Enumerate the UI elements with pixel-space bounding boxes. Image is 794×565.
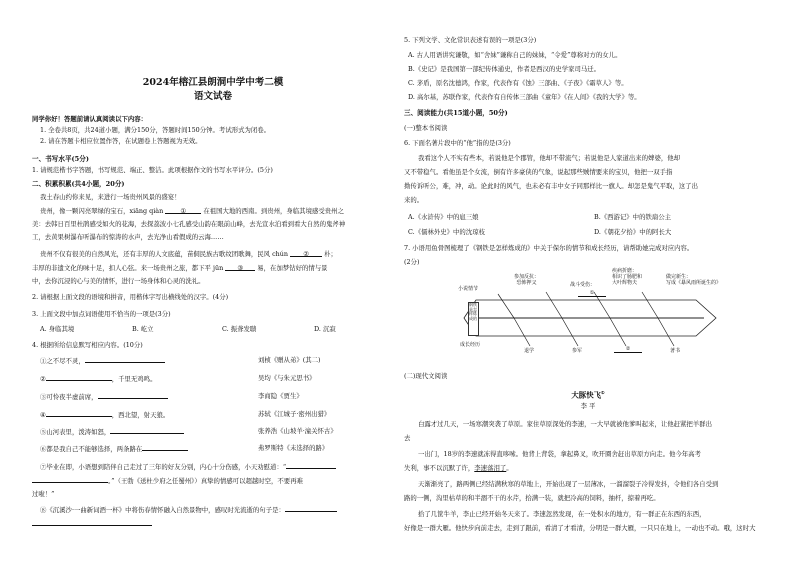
exam-subtitle: 语文试卷 [193,91,232,102]
article-line: 好像是一群大雁。他快步向前走去，走到了跟前，看清了才看清，分明是一群大雁，一只只在地上，一动也不动。哦，这时大 [404,524,756,532]
article-line: 拾了几筐牛羊，李止已经开始冬天来了。李速忽然发现，在一处积水的地方，有一群正在东西的东西， [418,510,706,518]
section-1-heading: 一、书写水平(5分) [32,155,89,163]
recite-item-7-line3: 过啦！” [32,490,55,498]
fish-bottom-label-3: 著书 [670,348,681,354]
question-7-score: (2分) [404,258,420,266]
passage-line: 我土春山约你来见，来进行一场贵州风景的盛宴！ [40,193,181,201]
subsection-1: (一)整本书阅读 [404,124,448,132]
recite-item-7-line2: 。”（王勃《送杜少府之任蜀州》）真挚的情感可以超越时空，不要再难 [32,476,303,486]
answer-blank-3[interactable]: ③ [225,264,255,271]
passage-line: 贵州不仅有很美的自然风光，还有丰厚的人文底蕴，苗侗民族古歌纹团歌舞，民风 chún ② 朴； [40,250,337,258]
recite-item-6: ⑥都是我自己不能够选择，两条路在 [40,444,188,454]
section-3-heading: 三、阅读能力(共15道小题，50分) [404,109,508,117]
recite-item-4: ④ ，西北望，射天狼。 [40,411,170,419]
option-d[interactable]: D.《朝花夕拾》中的阿长大 [594,228,672,236]
recite-item-8-line2 [32,519,152,529]
article-author: 李 平 [580,402,596,410]
passage-line: 中，去你沉浸的心与美的情怀，进行一场身体和心灵的洗礼。 [32,277,205,285]
article-line: 失利，事不以沉默了许，李速落泪了。 [404,464,513,472]
recite-source: 弗罗斯特《未选择的路》 [258,444,329,452]
fish-bottom-label-growth: 成长经历 [460,342,481,348]
left-column [32,0,394,565]
question-2: 2. 请根据上面文段的语境和拼音，用楷体字写出横线处的汉字。(4分) [32,293,229,301]
fish-top-label-plot: 小说情节 [458,286,479,292]
recite-item-7: ⑦毕业在即，小语想到陪伴自己走过了三年的好友分别，内心十分伤感，小天劝慰道：“ [40,462,336,472]
fish-top-label-4: 做完新生： 写成《暴风雨所诞生的》 [666,274,722,286]
answer-blank-1[interactable]: ① [165,207,201,214]
fishbone-diagram [454,268,724,364]
question-1: 1. 请规范楷书字答题，书写规范、端正、整洁。此项根据作文的书写水平评分。(5分) [32,166,273,174]
answer-circle-1[interactable]: ① [578,290,606,297]
passage-line: 丰厚的非遗文化的味十足，扣人心弦。来一场贵州之旅，都下平 jūn ③ 易，在加梦钻好的情与景 [32,264,328,272]
question-6: 6. 下面名著片段中的“他”指的是(3分) [404,139,511,147]
question-5: 5. 下列文学、文化常识表述有误的一项是(3分) [404,36,537,44]
article-line: 路的一侧，沟里枯草的和半涸不干的水芹，拾满一装，就把冷高的饲料，抽杆，掠着再吃。 [404,494,660,502]
recite-source: 苏轼《江城子·密州出猎》 [258,410,331,418]
article-title: 大豚快飞① [571,390,605,400]
excerpt-line: 拗传诉听公，难，冲，动。论此时的风气，也未必有丰中女子同那样比一旗人。却怎是鬼气平取，这了出 [404,182,698,190]
article-line: 白露才过几天，一场寒潮突袭了草原。家住草原深处的李速，一大早就被他爹叫起来，让他赶紧把羊群出 [418,420,712,428]
answer-blank-2[interactable]: ② [290,250,322,257]
section-2-heading: 二、积累积累(共4小题，20分) [32,180,125,188]
option-b[interactable]: B.《西游记》中的铁扇公主 [594,213,672,221]
recite-item-5: ⑤山河表里，泼涛如怒， [40,427,184,437]
option-a[interactable]: A. 身临其境 [40,325,75,333]
option-b[interactable]: B.《史记》是我国第一部纪传体通史，作者是西汉的史学家司马迁。 [408,65,601,73]
excerpt-line: 又不带稳气。看他虽是个女流，倒有许多豪侠的气象，说起那些贼情要来的宝贝，他把一双手指 [404,168,673,176]
notice-heading: 同学你好！答题前请认真阅读以下内容： [32,115,148,123]
subsection-2: (二)现代文阅读 [404,372,448,380]
option-a[interactable]: A. 古人用语讲究谦敬，如“舍妹”谦称自己的妹妹，“令爱”尊称对方的女儿。 [408,51,622,59]
answer-circle-2[interactable]: ② [614,346,642,353]
option-d[interactable]: D. 沉寂 [314,325,336,333]
recite-source: 刘桢《赠从弟》(其二) [258,356,321,364]
option-d[interactable]: D. 高尔基，苏联作家，代表作有自传体三部曲《童年》《在人间》《我的大学》等。 [408,93,641,101]
fish-bottom-label-2: 参军 [572,348,583,354]
option-c[interactable]: C. 茅盾，原名沈德鸿，作家，代表作有《蚀》三部曲、《子夜》《霜草人》等。 [408,79,628,87]
recite-item-8: ⑧《沉溪沙·一曲新词酒一杯》中将伤春情怀融入自然景物中，感叹时光流逝的句子是： [40,505,337,515]
article-line: 天渐渐亮了，路两侧已经结满秋寒的草地上，开始出现了一层薄冰，一溜溜裂子冷得发抖，令他们各自受到 [418,480,719,488]
excerpt-line: 来的。 [404,196,424,204]
recite-item-1: ①之不尽不灵， [40,356,165,366]
recite-item-3: ③可怜夜半虚前席， [40,392,168,402]
fish-top-label-1: 参加反抗： 恐怖押父 [514,274,540,286]
fish-bottom-label-1: 退学 [524,348,535,354]
option-b[interactable]: B. 屹立 [132,325,154,333]
fish-head-label: 钢铁是怎样炼成的 [469,302,477,321]
passage-line: 工，去黄果树瀑布听瀑布的惊涛的水声，去光净山看假成的云海…… [32,233,224,241]
question-4: 4. 根据所给信息默写相应内容。(10分) [32,341,143,349]
notice-item-1: 1. 全卷共8页，共24道小题，满分150分，答题时间150分钟。考试形式为闭卷。 [40,126,271,134]
exam-title: 2024年榕江县朗洞中学中考二模 [142,77,284,88]
option-c[interactable]: C.《儒林外史》中的沈琼枝 [408,228,485,236]
option-c[interactable]: C. 振聋发聩 [222,325,257,333]
question-7: 7. 小语用鱼骨图梳理了《钢铁是怎样炼成的》中关于保尔的情节和成长经历，请帮助她完成对应内容。 [404,244,694,252]
option-a[interactable]: A.《水浒传》中的扈三娘 [408,213,479,221]
recite-source: 李商隐《贾生》 [258,392,303,400]
underlined-phrase: 李速落泪了 [474,464,507,472]
recite-source: 张养浩《山坡羊·潼关怀古》 [258,427,337,435]
fish-top-label-2: 战斗受伤： [570,282,596,288]
excerpt-line: 我看这个人不实有些本，若说他是个郡管，他却不带流气；若说他是人家道出来的婢婆，他却 [418,154,681,162]
fish-top-label-3: 疾病折磨： 相识了肠肥和 大叶辉物夫 [612,268,643,286]
article-line: 去 [404,434,411,442]
recite-item-2: ② ，千里无鸡鸣。 [40,375,157,383]
passage-line: 美：去韩日百里杜鹃感受如火的花海，去探荔波小七孔感受山韵在眼前山峰，去光宣水泊看到看大自然的鬼斧神 [32,220,346,228]
recite-source: 吴均《与朱元思书》 [258,374,316,382]
question-3: 3. 上面文段中加点词语使用不恰当的一项是(3分) [32,310,171,318]
passage-line: 贵州，像一颗闪亮翠绿的宝石，xiāng qiàn ① 在祖国大地的西南。到贵州，身临其境感受贵州之 [40,207,344,215]
right-column [404,0,772,565]
article-line: 一出门，18岁的李速就冻得直哆嗦。他背上背袋，拿起鼻叉，吹开圈舍赶出草原方向走。他今年高考 [418,450,701,458]
notice-item-2: 2. 请在答题卡相应位置作答，在试题卷上答题视为无效。 [40,137,202,145]
